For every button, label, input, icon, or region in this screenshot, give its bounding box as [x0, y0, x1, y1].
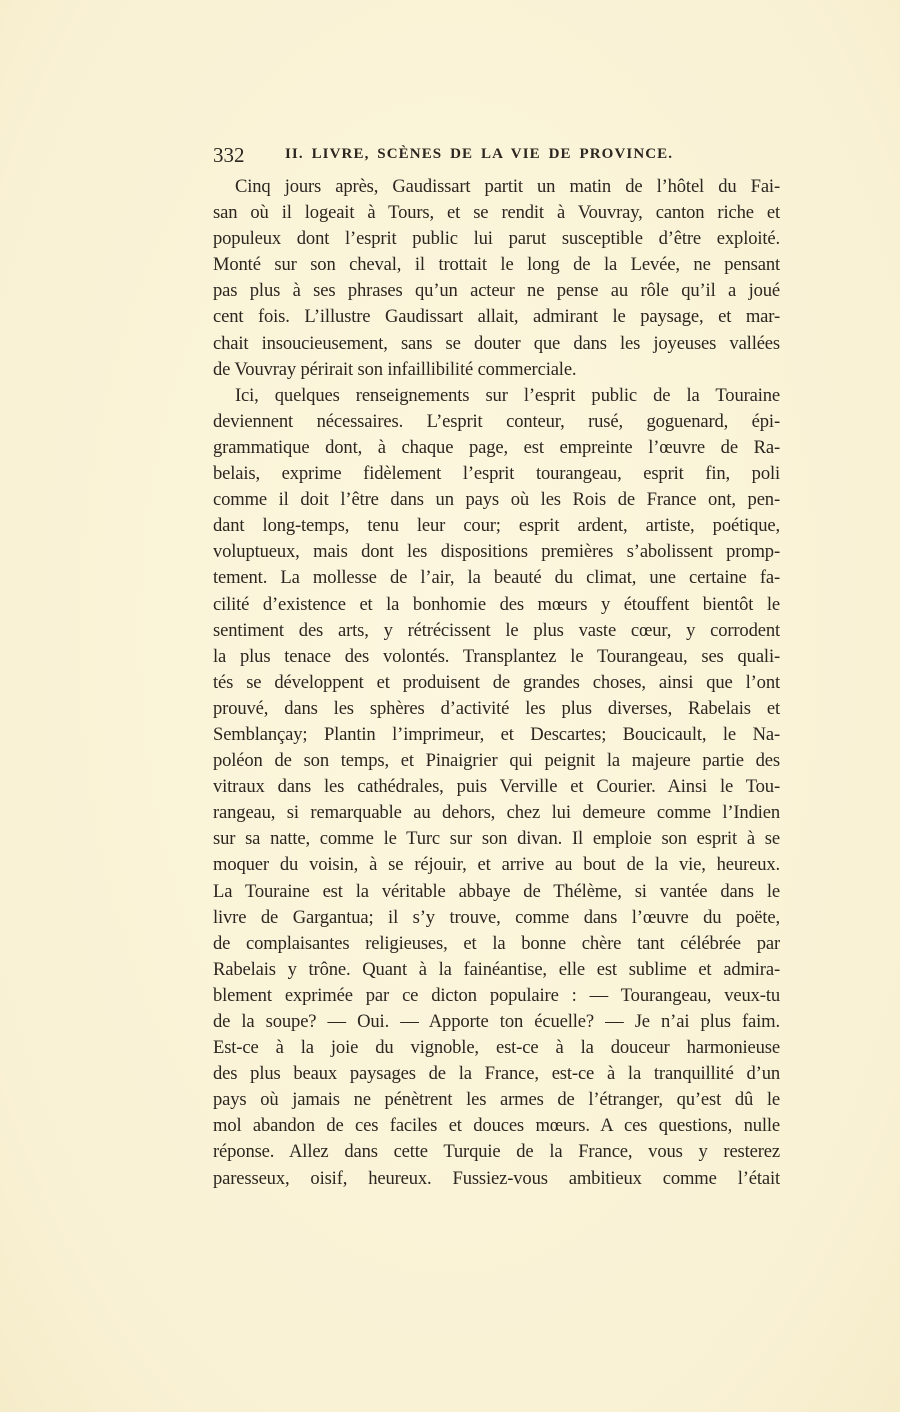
text-line: des plus beaux paysages de la France, est-ce à la tranquillité d’un [213, 1063, 780, 1085]
text-line: réponse. Allez dans cette Turquie de la France, vous y resterez [213, 1141, 780, 1163]
text-line: cent fois. L’illustre Gaudissart allait, admirant le paysage, et mar- [213, 306, 780, 328]
text-line: Semblançay; Plantin l’imprimeur, et Descartes; Boucicault, le Na- [213, 723, 780, 745]
text-line: cilité d’existence et la bonhomie des mœurs y étouffent bientôt le [213, 593, 780, 615]
text-line: Est-ce à la joie du vignoble, est-ce à la douceur harmonieuse [213, 1037, 780, 1059]
body-text [213, 174, 780, 1192]
text-line: Ici, quelques renseignements sur l’esprit public de la Touraine [235, 384, 780, 406]
running-head: II. LIVRE, SCÈNES DE LA VIE DE PROVINCE. [285, 146, 674, 162]
text-line: grammatique dont, à chaque page, est empreinte l’œuvre de Ra- [213, 436, 780, 458]
text-line: Monté sur son cheval, il trottait le long de la Levée, ne pensant [213, 254, 780, 276]
text-line: chait insoucieusement, sans se douter que dans les joyeuses vallées [213, 332, 780, 354]
text-line: san où il logeait à Tours, et se rendit à Vouvray, canton riche et [213, 202, 780, 224]
text-line: deviennent nécessaires. L’esprit conteur, rusé, goguenard, épi- [213, 410, 780, 432]
text-line: La Touraine est la véritable abbaye de Thélème, si vantée dans le [213, 880, 780, 902]
text-line: Rabelais y trône. Quant à la fainéantise, elle est sublime et admira- [213, 958, 780, 980]
page-header [213, 143, 780, 169]
text-line: pas plus à ses phrases qu’un acteur ne pense au rôle qu’il a joué [213, 280, 780, 302]
text-line: livre de Gargantua; il s’y trouve, comme dans l’œuvre du poëte, [213, 906, 780, 928]
text-line: voluptueux, mais dont les dispositions premières s’abolissent promp- [213, 541, 780, 563]
text-line: pays où jamais ne pénètrent les armes de l’étranger, qu’est dû le [213, 1089, 780, 1111]
text-line: de Vouvray périrait son infaillibilité commerciale. [213, 358, 577, 380]
text-line: vitraux dans les cathédrales, puis Verville et Courier. Ainsi le Tou- [213, 776, 780, 798]
text-line: rangeau, si remarquable au dehors, chez lui demeure comme l’Indien [213, 802, 780, 824]
text-line: de la soupe? — Oui. — Apporte ton écuelle? — Je n’ai plus faim. [213, 1011, 780, 1032]
text-line: populeux dont l’esprit public lui parut susceptible d’être exploité. [213, 228, 780, 250]
text-line: dant long-temps, tenu leur cour; esprit ardent, artiste, poétique, [213, 515, 780, 537]
text-line: tés se développent et produisent de grandes choses, ainsi que l’ont [213, 671, 780, 693]
text-line: de complaisantes religieuses, et la bonne chère tant célébrée par [213, 932, 780, 954]
text-line: poléon de son temps, et Pinaigrier qui peignit la majeure partie des [213, 750, 780, 772]
text-line: belais, exprime fidèlement l’esprit tourangeau, esprit fin, poli [213, 463, 780, 485]
text-line: paresseux, oisif, heureux. Fussiez-vous ambitieux comme l’était [213, 1167, 780, 1189]
text-line: moquer du voisin, à se réjouir, et arrive au bout de la vie, heureux. [213, 854, 780, 876]
text-line: Cinq jours après, Gaudissart partit un matin de l’hôtel du Fai- [235, 176, 780, 197]
text-line: blement exprimée par ce dicton populaire : — Tourangeau, veux-tu [213, 984, 780, 1006]
text-line: sur sa natte, comme le Turc sur son divan. Il emploie son esprit à se [213, 828, 780, 850]
text-line: sentiment des arts, y rétrécissent le plus vaste cœur, y corrodent [213, 619, 780, 641]
text-line: mol abandon de ces faciles et douces mœurs. A ces questions, nulle [213, 1115, 780, 1137]
text-line: prouvé, dans les sphères d’activité les plus diverses, Rabelais et [213, 697, 780, 719]
text-line: comme il doit l’être dans un pays où les Rois de France ont, pen- [213, 489, 780, 511]
page-number: 332 [213, 143, 245, 167]
paragraph [213, 174, 780, 383]
text-line: la plus tenace des volontés. Transplantez le Tourangeau, ses quali- [213, 645, 780, 667]
text-line: tement. La mollesse de l’air, la beauté du climat, une certaine fa- [213, 567, 780, 589]
paragraph [213, 383, 780, 1192]
